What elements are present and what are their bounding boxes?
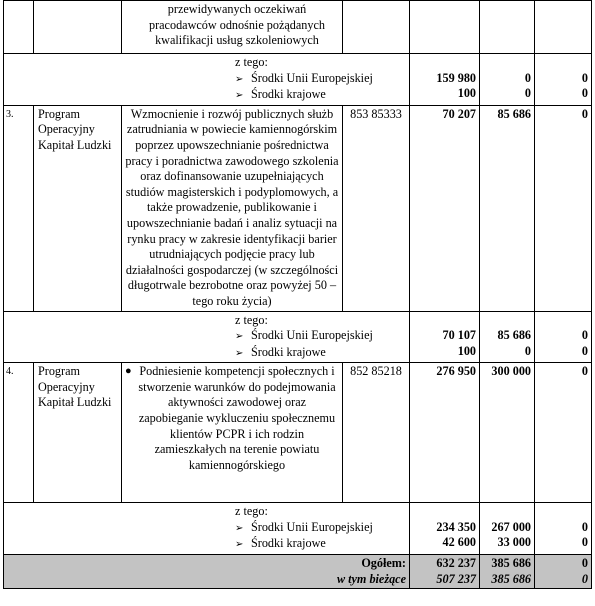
national-value: 42 600 [442, 535, 476, 550]
eu-value: 85 686 [497, 328, 531, 343]
totals-row [4, 555, 592, 589]
budget-table [3, 0, 592, 589]
eu-value: 0 [524, 70, 531, 85]
eu-value: 0 [581, 70, 588, 85]
national-value: 33 000 [497, 535, 531, 550]
eu-value: 0 [581, 328, 588, 343]
arrow-right-icon: ➢ [235, 90, 244, 102]
breakdown-values-1 [410, 54, 480, 106]
eu-value: 70 107 [442, 328, 476, 343]
breakdown-values-2 [480, 311, 535, 363]
national-funds-label: Środki krajowe [251, 344, 326, 359]
eu-funds-label: Środki Unii Europejskiej [251, 70, 373, 85]
breakdown-heading: z tego: [235, 55, 268, 69]
row-number: 4. [4, 363, 34, 503]
value-year-1 [410, 1, 480, 54]
total-label: Ogółem: [361, 556, 406, 571]
arrow-right-icon: ➢ [235, 539, 244, 551]
current-value: 385 686 [491, 571, 531, 586]
classification-code: 852 85218 [343, 363, 410, 503]
breakdown-values-2 [480, 54, 535, 106]
breakdown-heading: z tego: [235, 504, 268, 519]
program-name: Program Operacyjny Kapitał Ludzki [34, 363, 122, 503]
totals-values-2 [480, 555, 535, 589]
task-description: Wzmocnienie i rozwój publicznych służb zatrudniania w powiecie kamiennogórskim poprzez upowszechnianie pośrednictwa pracy i poradnictwa zawodowego szkolenia oraz dofinansowanie uzupełniających studiów magisterskich i podyplomowych, a także prowadzenie, publikowanie i upowszechnianie badań i analiz sytuacji na rynku pracy w zakresie identyfikacji barier utrudniających podjęcie pracy lub działalności gospodarczej (w szczególności długotrwale bezrobotne oraz powyżej 50 –tego roku życia) [122, 105, 343, 311]
breakdown-labels [4, 311, 410, 363]
breakdown-heading: z tego: [235, 312, 268, 327]
breakdown-values-3 [535, 311, 592, 363]
national-value: 100 [457, 86, 476, 101]
breakdown-row [4, 311, 592, 363]
total-value: 385 686 [491, 556, 531, 571]
national-value: 0 [581, 86, 588, 101]
national-value: 0 [524, 343, 531, 358]
totals-labels [4, 555, 410, 589]
eu-value: 234 350 [436, 519, 476, 534]
current-value: 507 237 [436, 571, 476, 586]
value-year-3: 0 [535, 105, 592, 311]
arrow-right-icon: ➢ [235, 331, 244, 343]
national-funds-label: Środki krajowe [251, 87, 326, 102]
arrow-right-icon: ➢ [235, 347, 244, 359]
table-row [4, 105, 592, 311]
task-description: Podniesienie kompetencji społecznych i stworzenie warunków do podejmowania aktywności zawodowej oraz zapobieganie wykluczeniu społecznemu klientów PCPR i ich rodzin zamieszkałych na terenie powiatu kamiennogórskiego [138, 364, 336, 472]
task-description: przewidywanych oczekiwań pracodawców odnośnie pożądanych kwalifikacji usług szkoleniowych [122, 1, 343, 54]
row-number: 3. [4, 105, 34, 311]
value-year-3 [535, 1, 592, 54]
national-funds-label: Środki krajowe [251, 536, 326, 551]
program-name [34, 1, 122, 54]
arrow-right-icon: ➢ [235, 73, 244, 85]
bullet-icon: ● [125, 365, 132, 378]
breakdown-values-3 [535, 54, 592, 106]
totals-values-3 [535, 555, 592, 589]
table-row [4, 363, 592, 503]
eu-funds-label: Środki Unii Europejskiej [251, 328, 373, 343]
table-row [4, 1, 592, 54]
value-year-2: 85 686 [480, 105, 535, 311]
total-value: 632 237 [436, 556, 476, 571]
arrow-right-icon: ➢ [235, 522, 244, 534]
breakdown-row [4, 503, 592, 555]
classification-code: 853 85333 [343, 105, 410, 311]
national-value: 0 [524, 86, 531, 101]
value-year-3: 0 [535, 363, 592, 503]
current-expenses-label: w tym bieżące [336, 571, 406, 586]
breakdown-labels [4, 503, 410, 555]
national-value: 0 [581, 343, 588, 358]
national-value: 100 [457, 343, 476, 358]
eu-funds-label: Środki Unii Europejskiej [251, 519, 373, 534]
task-description-cell [122, 363, 343, 503]
program-name: Program Operacyjny Kapitał Ludzki [34, 105, 122, 311]
eu-value: 159 980 [436, 70, 476, 85]
value-year-1: 276 950 [410, 363, 480, 503]
breakdown-values-1 [410, 503, 480, 555]
breakdown-values-3 [535, 503, 592, 555]
eu-value: 0 [581, 519, 588, 534]
totals-values-1 [410, 555, 480, 589]
breakdown-labels [4, 54, 410, 106]
eu-value: 267 000 [491, 519, 531, 534]
value-year-2: 300 000 [480, 363, 535, 503]
breakdown-values-2 [480, 503, 535, 555]
total-value: 0 [581, 556, 588, 571]
value-year-2 [480, 1, 535, 54]
breakdown-values-1 [410, 311, 480, 363]
breakdown-row [4, 54, 592, 106]
current-value: 0 [581, 571, 588, 586]
row-number [4, 1, 34, 54]
classification-code [343, 1, 410, 54]
value-year-1: 70 207 [410, 105, 480, 311]
national-value: 0 [581, 535, 588, 550]
